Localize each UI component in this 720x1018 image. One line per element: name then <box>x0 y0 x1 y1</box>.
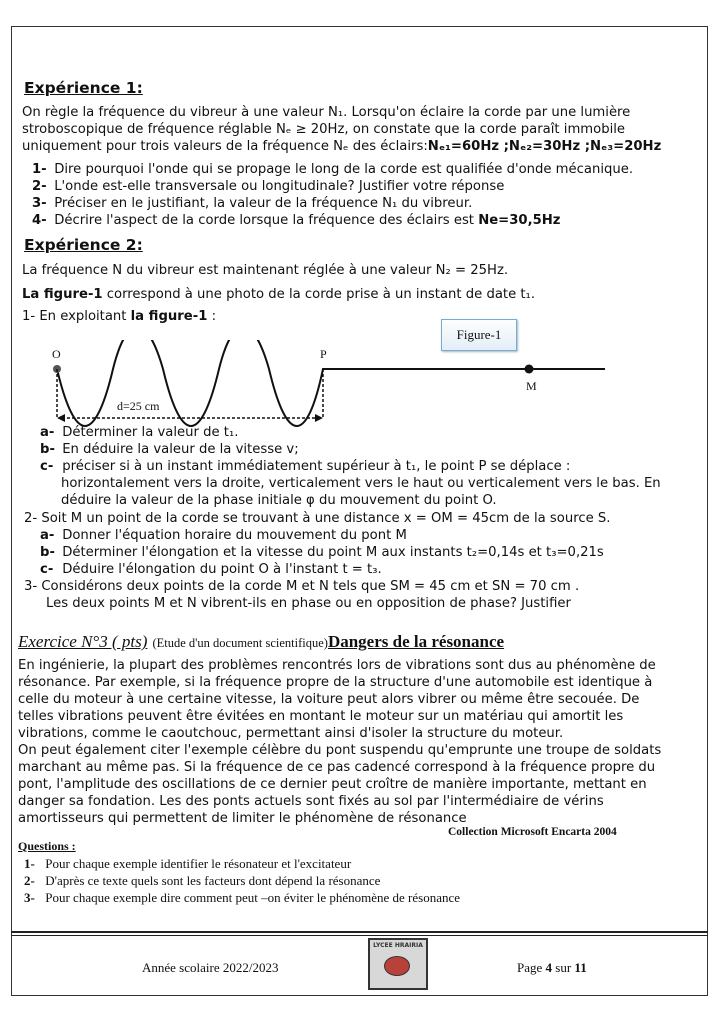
ex3-text-8: pont, l'amplitude des oscillations de ce dernier peut croître de manière importante, mettant en <box>18 777 647 792</box>
exp1-q2: 2- L'onde est-elle transversale ou longitudinale? Justifier votre réponse <box>32 179 505 194</box>
exp2-title: Expérience 2: <box>24 236 143 254</box>
ex3-text-4: telles vibrations peuvent être évitées en montant le moteur sur un matériau qui amortit les <box>18 709 624 724</box>
school-logo <box>368 938 428 990</box>
exp2-q2c: c- Déduire l'élongation du point O à l'instant t = t₃. <box>40 562 382 577</box>
ex3-topic: Dangers de la résonance <box>327 632 505 651</box>
point-m <box>525 365 534 374</box>
ex3-text-9: danger sa fondation. Les des ponts actuels sont fixés au sol par l'intermédiaire de vérins <box>18 794 604 809</box>
exp2-q2b: b- Déterminer l'élongation et la vitesse du point M aux instants t₂=0,14s et t₃=0,21s <box>40 545 604 560</box>
exp1-title: Expérience 1: <box>24 79 143 97</box>
exp2-line-2: La figure-1 correspond à une photo de la corde prise à un instant de date t₁. <box>22 287 536 302</box>
arrow-right <box>315 414 323 422</box>
exp1-q4: 4- Décrire l'aspect de la corde lorsque la fréquence des éclairs est Ne=30,5Hz <box>32 213 561 228</box>
ex3-text-1: En ingénierie, la plupart des problèmes rencontrés lors de vibrations sont dus au phénomène de <box>18 658 656 673</box>
exp2-line-1: La fréquence N du vibreur est maintenant réglée à une valeur N₂ = 25Hz. <box>22 263 509 278</box>
figure-1-label: Figure-1 <box>441 319 517 351</box>
ex3-text-2: résonance. Par exemple, si la fréquence propre de la structure d'une automobile est identique à <box>18 675 653 690</box>
exp2-q1b: b- En déduire la valeur de la vitesse v; <box>40 442 299 457</box>
ex3-text-6: On peut également citer l'exemple célèbre du pont suspendu qu'emprunte une troupe de soldats <box>18 743 662 758</box>
ex3-source: Collection Microsoft Encarta 2004 <box>448 826 617 838</box>
ex3-title: Exercice N°3 ( pts) <box>18 632 148 651</box>
footer-rule <box>11 931 708 933</box>
exp2-q1c-line-2: horizontalement vers la droite, verticalement vers le haut ou verticalement vers le bas. En <box>61 476 661 491</box>
ex3-text-3: celle du moteur à une certaine vitesse, la voiture peut alors vibrer ou même être secouée. De <box>18 692 640 707</box>
exp2-q1c: c- préciser si à un instant immédiatement supérieur à t₁, le point P se déplace : <box>40 459 571 474</box>
exp2-q2a: a- Donner l'équation horaire du mouvement du pont M <box>40 528 407 543</box>
exp1-q3: 3- Préciser en le justifiant, la valeur de la fréquence N₁ du vibreur. <box>32 196 473 211</box>
label-p: P <box>320 347 327 361</box>
ex3-q1: 1- Pour chaque exemple identifier le résonateur et l'excitateur <box>24 856 352 871</box>
school-year: Année scolaire 2022/2023 <box>142 960 279 975</box>
exp1-line-1: On règle la fréquence du vibreur à une valeur N₁. Lorsqu'on éclaire la corde par une lumière <box>22 105 631 120</box>
ex3-text-7: marchant au même pas. Si la fréquence de ce pas cadencé correspond à la fréquence propre du <box>18 760 656 775</box>
ex3-q2: 2- D'après ce texte quels sont les facteurs dont dépend la résonance <box>24 873 381 888</box>
logo-text: LYCEE HRAIRIA <box>373 942 423 949</box>
footer-rule-thin <box>11 935 708 936</box>
ex3-subtitle: (Etude d'un document scientifique) <box>152 636 328 650</box>
exp1-freqs: Nₑ₁=60Hz ;Nₑ₂=30Hz ;Nₑ₃=20Hz <box>427 139 662 154</box>
logo-emblem <box>384 956 410 976</box>
label-distance: d=25 cm <box>117 399 160 413</box>
exp2-q2: 2- Soit M un point de la corde se trouvant à une distance x = OM = 45cm de la source S. <box>24 511 611 526</box>
exp1-line-3: uniquement pour trois valeurs de la fréquence Nₑ des éclairs:Nₑ₁=60Hz ;Nₑ₂=30Hz ;Nₑ₃=20Hz <box>22 139 662 154</box>
ex3-heading <box>18 632 504 652</box>
questions-label: Questions : <box>18 839 76 853</box>
exp1-line-2: stroboscopique de fréquence réglable Nₑ ≥ 20Hz, on constate que la corde paraît immobile <box>22 122 626 137</box>
exp2-q3: 3- Considérons deux points de la corde M et N tels que SM = 45 cm et SN = 70 cm . <box>24 579 580 594</box>
ex3-text-10: amortisseurs qui permettent de limiter le phénomène de résonance <box>18 811 467 826</box>
label-m: M <box>526 379 537 393</box>
exp1-q1: 1- Dire pourquoi l'onde qui se propage le long de la corde est qualifiée d'onde mécanique. <box>32 162 634 177</box>
exp2-q1a: a- Déterminer la valeur de t₁. <box>40 425 239 440</box>
arrow-left <box>57 414 65 422</box>
ex3-text-5: vibrations, comme le caoutchouc, permettant ainsi d'isoler la structure du moteur. <box>18 726 564 741</box>
exp2-q1c-line-3: déduire la valeur de la phase initiale φ du mouvement du point O. <box>61 493 497 508</box>
ex3-q3: 3- Pour chaque exemple dire comment peut –on éviter le phénomène de résonance <box>24 890 461 905</box>
label-o: O <box>52 347 61 361</box>
exp2-q1: 1- En exploitant la figure-1 : <box>22 309 217 324</box>
exp2-q3-line-2: Les deux points M et N vibrent-ils en phase ou en opposition de phase? Justifier <box>46 596 571 611</box>
page-number: Page 4 sur 11 <box>517 960 587 975</box>
